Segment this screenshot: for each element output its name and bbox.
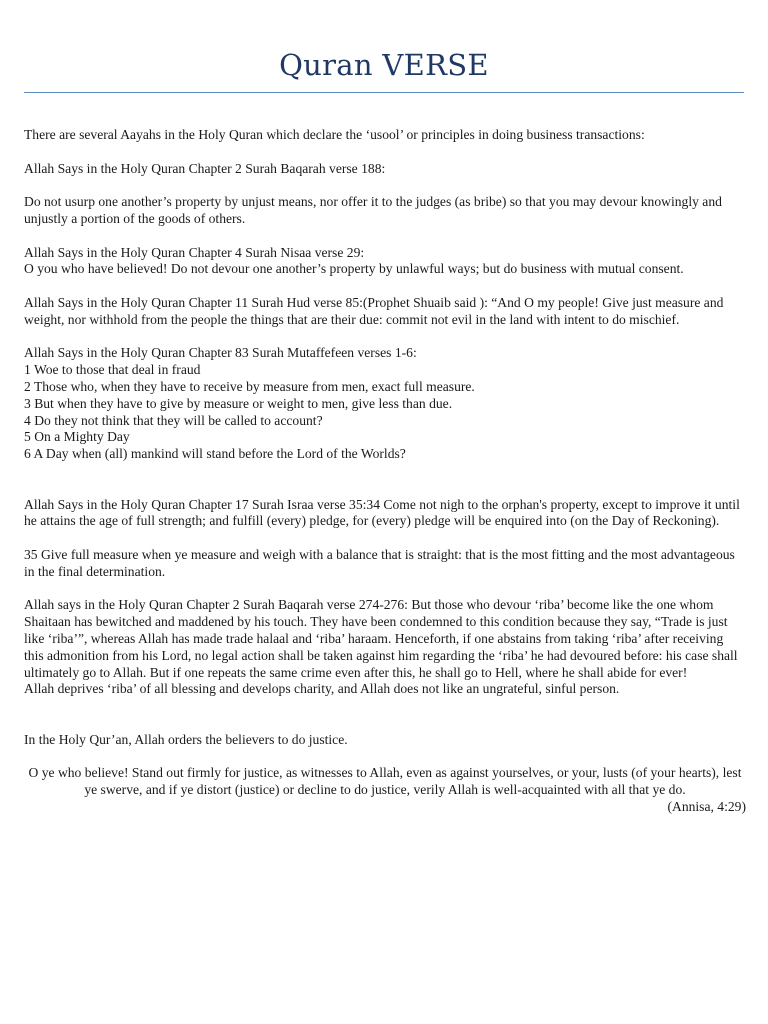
verse-line: 3 But when they have to give by measure or weight to men, give less than due. (24, 395, 453, 411)
paragraph-baqarah-188-ref: Allah Says in the Holy Quran Chapter 2 Surah Baqarah verse 188: (24, 160, 386, 176)
paragraph-nisaa-29-ref: Allah Says in the Holy Quran Chapter 4 Surah Nisaa verse 29: (24, 244, 365, 260)
paragraph-baqarah-274: Allah says in the Holy Quran Chapter 2 Surah Baqarah verse 274-276: But those who devour ‘riba’ become like the one whom Shaitaan has bewitched and maddened by his touch. They have been condemned to this condition because they say, “Trade is just like ‘riba’”, whereas Allah has made trade halaal and ‘riba’ haraam. Henceforth, if one abstains from taking ‘riba’ after receiving this admonition from his Lord, no legal action shall be taken against him regarding the ‘riba’ he had devoured before: his case shall ultimately go to Allah. But if one repeats the same crime even after this, he shall go to Hell, where he shall abide for ever! (24, 597, 738, 680)
paragraph-israa-35: Allah Says in the Holy Quran Chapter 17 Surah Israa verse 35:34 Come not nigh to the orphan's property, except to improve it until he attains the age of full strength; and fulfill (every) pledge, for (every) pledge will be enquired into (on the Day of Reckoning). (24, 496, 740, 529)
verse-line: 2 Those who, when they have to receive by measure from men, exact full measure. (24, 378, 475, 394)
paragraph-deprives: Allah deprives ‘riba’ of all blessing and develops charity, and Allah does not like an ungrateful, sinful person. (24, 681, 620, 697)
quote-citation: (Annisa, 4:29) (667, 798, 746, 814)
paragraph-nisaa-29-text: O you who have believed! Do not devour one another’s property by unlawful ways; but do business with mutual consent. (24, 261, 684, 277)
paragraph-mutaffefeen-ref: Allah Says in the Holy Quran Chapter 83 Surah Mutaffefeen verses 1-6: (24, 345, 417, 361)
verse-line: 4 Do they not think that they will be called to account? (24, 412, 323, 428)
justice-quote: O ye who believe! Stand out firmly for justice, as witnesses to Allah, even as against yourselves, or your, lusts (of your hearts), lest ye swerve, and if ye distort (justice) or decline to do justice, verily Allah is well-acquainted with all that ye do. (28, 765, 742, 798)
paragraph-baqarah-188-text: Do not usurp one another’s property by unjust means, nor offer it to the judges (as bribe) so that you may devour knowingly and unjustly a portion of the goods of others. (24, 194, 722, 226)
verse-line: 6 A Day when (all) mankind will stand before the Lord of the Worlds? (24, 446, 406, 462)
paragraph-justice-intro: In the Holy Qur’an, Allah orders the believers to do justice. (24, 731, 348, 747)
page-title: Quran VERSE (279, 48, 489, 82)
paragraph-hud-85: Allah Says in the Holy Quran Chapter 11 Surah Hud verse 85:(Prophet Shuaib said ): “And O my people! Give just measure and weight, nor withhold from the people the things that are their due: commit not evil in the land with intent to do mischief. (24, 294, 724, 327)
paragraph-intro: There are several Aayahs in the Holy Quran which declare the ‘usool’ or principles in doing business transactions: (24, 127, 645, 142)
verse-line: 1 Woe to those that deal in fraud (24, 362, 201, 378)
document-body (24, 127, 746, 816)
paragraph-measure-35: 35 Give full measure when ye measure and weigh with a balance that is straight: that is the most fitting and the most advantageous in the final determination. (24, 546, 735, 579)
title-divider (24, 92, 744, 93)
verse-line: 5 On a Mighty Day (24, 429, 130, 445)
